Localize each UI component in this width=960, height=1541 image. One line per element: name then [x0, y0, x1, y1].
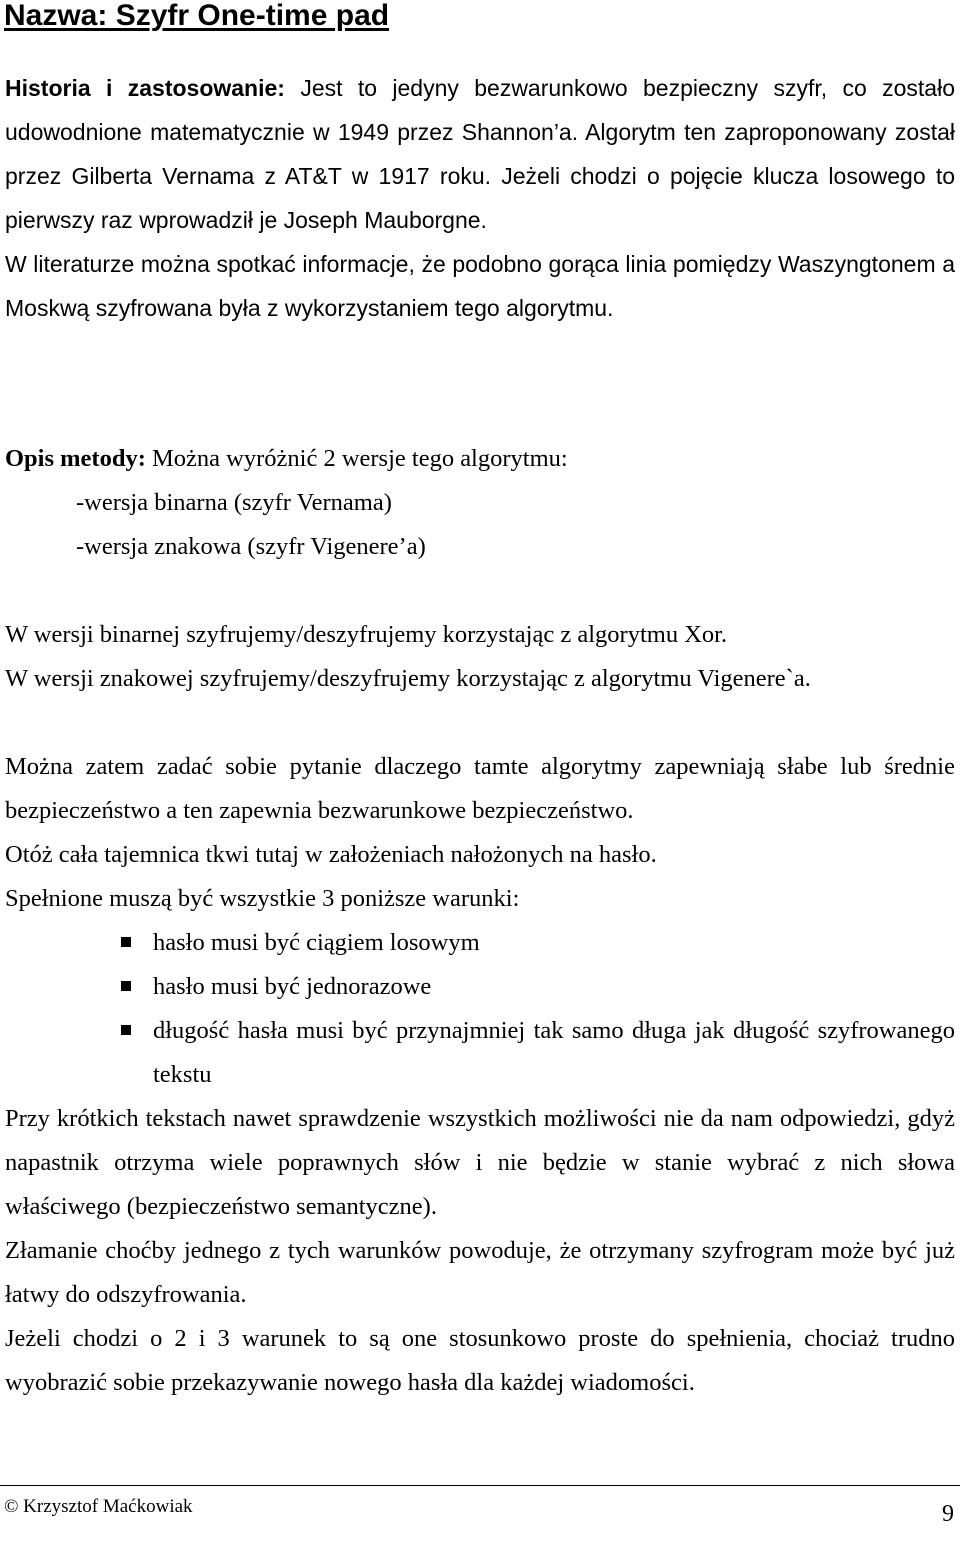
condition-text: długość hasła musi być przynajmniej tak samo długa jak długość szyfrowanego tekstu	[153, 1017, 955, 1088]
footer-author: © Krzysztof Maćkowiak	[4, 1496, 193, 1517]
binary-version-paragraph: W wersji binarnej szyfrujemy/deszyfrujemy korzystając z algorytmu Xor.	[5, 621, 728, 648]
square-bullet-icon	[121, 937, 131, 947]
list-item	[153, 965, 955, 1009]
history-paragraph-2: W literaturze można spotkać informacje, że podobno gorąca linia pomiędzy Waszyngtonem a Moskwą szyfrowana była z wykorzystaniem tego algorytmu.	[5, 251, 955, 321]
conditions-note-paragraph: Jeżeli chodzi o 2 i 3 warunek to są one stosunkowo proste do spełnienia, chociaż trudno wyobrazić sobie przekazywanie nowego hasła dla każdej wiadomości.	[5, 1325, 955, 1396]
square-bullet-icon	[121, 1025, 131, 1035]
history-label: Historia i zastosowanie:	[5, 75, 285, 101]
conditions-intro: Spełnione muszą być wszystkie 3 poniższe warunki:	[5, 885, 520, 912]
condition-text: hasło musi być ciągiem losowym	[153, 929, 480, 956]
spacer	[5, 569, 955, 613]
history-text: Jest to jedyny bezwarunkowo bezpieczny szyfr, co zostało udowodnione matematycznie w 1949 przez Shannon’a. Algorytm ten zaproponowany został przez Gilberta Vernama z AT&T w 1917 roku. Jeżeli chodzi o pojęcie klucza losowego to pierwszy raz wprowadził je Joseph Mauborgne.	[5, 75, 955, 233]
short-texts-paragraph: Przy krótkich tekstach nawet sprawdzenie wszystkich możliwości nie da nam odpowiedzi, gdyż napastnik otrzyma wiele poprawnych słów i nie będzie w stanie wybrać z nich słowa właściwego (bezpieczeństwo semantyczne).	[5, 1105, 955, 1220]
char-version-paragraph: W wersji znakowej szyfrujemy/deszyfrujemy korzystając z algorytmu Vigenere`a.	[5, 665, 811, 692]
conditions-list	[5, 921, 955, 1097]
list-item	[153, 921, 955, 965]
breaking-paragraph: Złamanie choćby jednego z tych warunków powoduje, że otrzymany szyfrogram może być już łatwy do odszyfrowania.	[5, 1237, 955, 1308]
document-title: Nazwa: Szyfr One-time pad	[4, 0, 390, 32]
method-paragraph	[5, 437, 955, 481]
security-secret-paragraph: Otóż cała tajemnica tkwi tutaj w założeniach nałożonych na hasło.	[5, 841, 657, 868]
square-bullet-icon	[121, 981, 131, 991]
method-section	[5, 437, 955, 1405]
method-version-char: -wersja znakowa (szyfr Vigenere’a)	[76, 533, 426, 560]
history-paragraph	[5, 66, 955, 242]
list-item	[153, 1009, 955, 1097]
method-label: Opis metody:	[5, 445, 146, 472]
document-body	[5, 66, 955, 330]
condition-text: hasło musi być jednorazowe	[153, 973, 432, 1000]
security-question-paragraph: Można zatem zadać sobie pytanie dlaczego tamte algorytmy zapewniają słabe lub średnie bezpieczeństwo a ten zapewnia bezwarunkowe bezpieczeństwo.	[5, 753, 955, 824]
method-version-binary: -wersja binarna (szyfr Vernama)	[76, 489, 392, 516]
method-text: Można wyróżnić 2 wersje tego algorytmu:	[152, 445, 568, 472]
spacer	[5, 701, 955, 745]
footer-divider	[0, 1485, 960, 1486]
page-number: 9	[942, 1501, 954, 1527]
